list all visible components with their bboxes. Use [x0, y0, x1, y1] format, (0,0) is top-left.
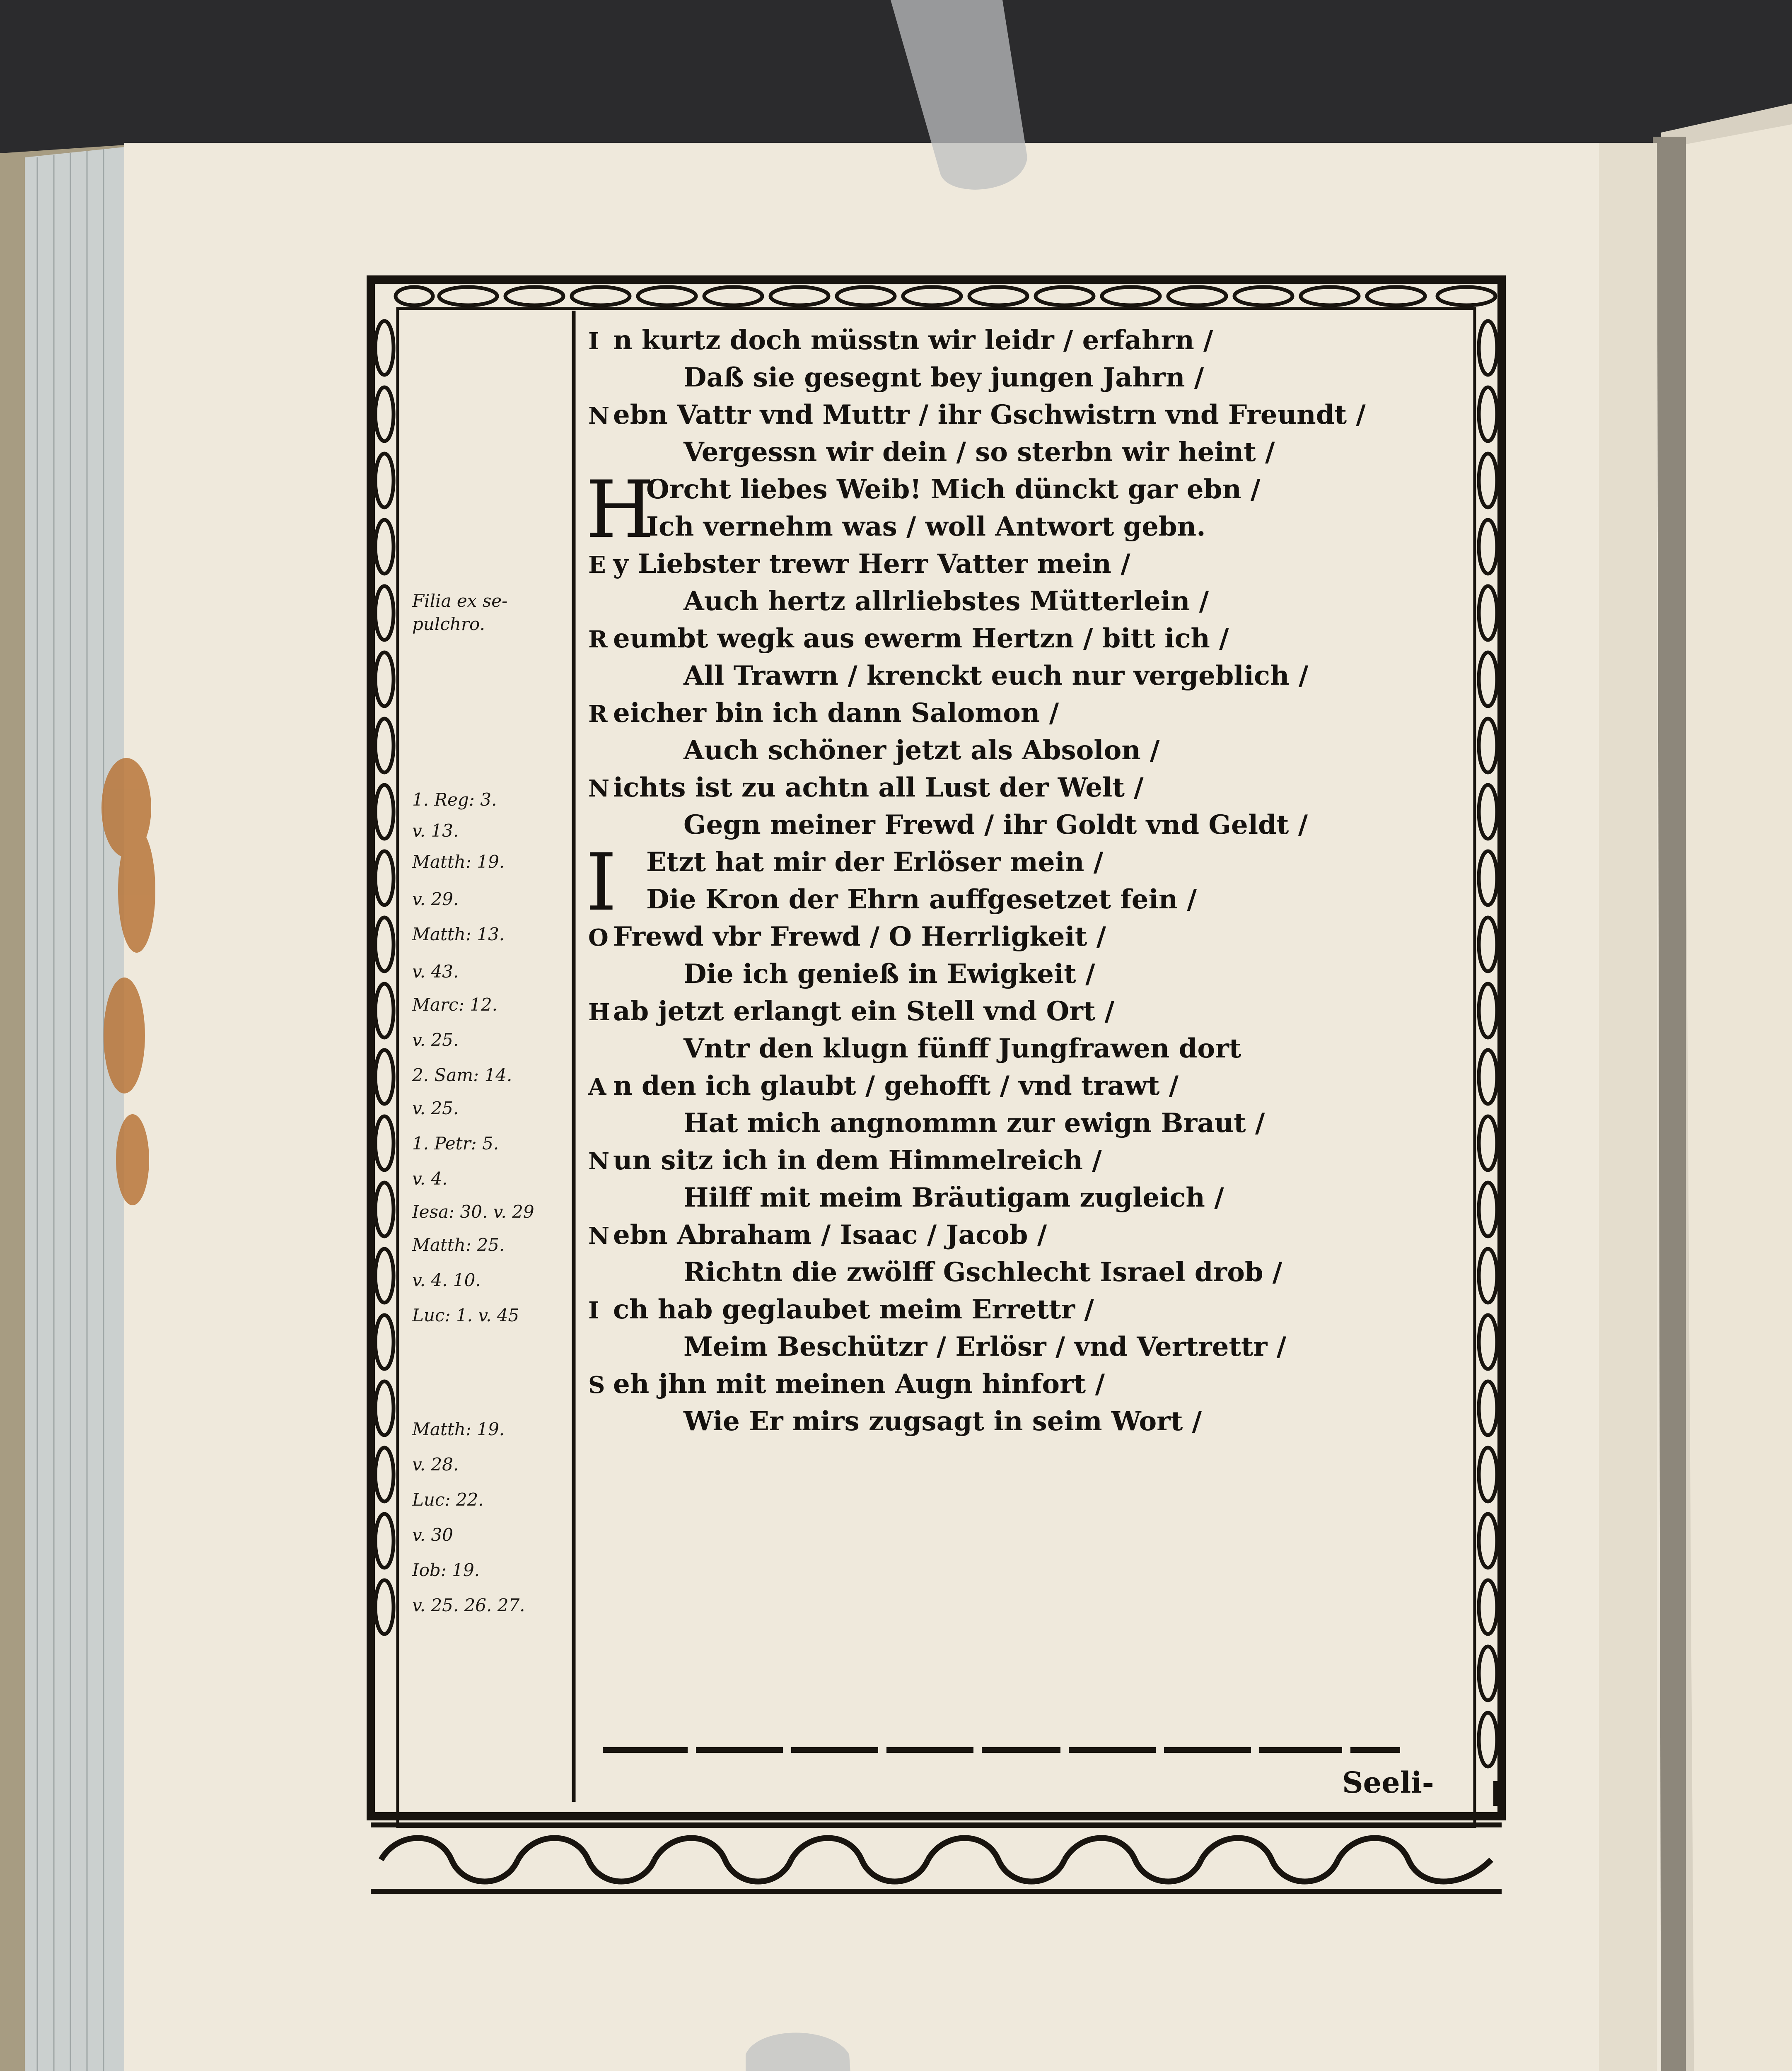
- verse-initial: H: [588, 999, 610, 1026]
- margin-note: Filia ex se-: [412, 591, 508, 611]
- margin-note: v. 29.: [412, 889, 459, 909]
- verse-line: [588, 918, 1106, 956]
- verse-line: [588, 1365, 1105, 1403]
- margin-note: v. 25.: [412, 1030, 459, 1050]
- verse-text: Wie Er mirs zugsagt in seim Wort /: [683, 1406, 1202, 1437]
- margin-note: pulchro.: [412, 614, 485, 634]
- margin-note: Luc: 1. v. 45: [412, 1305, 519, 1325]
- margin-note: Iob: 19.: [412, 1560, 480, 1580]
- verse-line: [588, 359, 1204, 397]
- verse-initial: R: [588, 700, 608, 728]
- verse-text: eumbt wegk aus ewerm Hertzn / bitt ich /: [613, 623, 1229, 654]
- verse-text: Auch schöner jetzt als Absolon /: [683, 735, 1160, 766]
- verse-text: n den ich glaubt / gehofft / vnd trawt /: [613, 1070, 1179, 1101]
- verse-initial: A: [588, 1073, 606, 1101]
- margin-note: Matth: 25.: [412, 1235, 505, 1255]
- verse-text: Frewd vbr Frewd / O Herrligkeit /: [613, 921, 1106, 952]
- verse-line: [588, 1253, 1282, 1291]
- verse-text: ebn Vattr vnd Muttr / ihr Gschwistrn vnd Freundt /: [613, 399, 1366, 430]
- verse-text: Vergessn wir dein / so sterbn wir heint /: [683, 437, 1275, 468]
- verse-line: [588, 992, 1114, 1031]
- verse-text: Hilff mit meim Bräutigam zugleich /: [683, 1182, 1224, 1213]
- verse-initial: N: [588, 775, 610, 802]
- verse-text: Meim Beschützr / Erlösr / vnd Vertrettr /: [683, 1331, 1286, 1362]
- verse-line: [588, 769, 1144, 807]
- verse-line: [588, 1291, 1094, 1329]
- verse-initial: I: [588, 1297, 599, 1324]
- verse-line: [588, 1142, 1102, 1180]
- verse-line: [588, 1179, 1224, 1217]
- margin-note: Luc: 22.: [412, 1489, 484, 1510]
- verse-text: y Liebster trewr Herr Vatter mein /: [613, 548, 1130, 579]
- margin-note: v. 25. 26. 27.: [412, 1595, 525, 1615]
- verse-initial: S: [588, 1371, 605, 1399]
- drop-initial: I: [586, 837, 617, 928]
- verse-initial: O: [588, 924, 609, 951]
- verse-line: [588, 1030, 1241, 1068]
- verse-line: [588, 1104, 1265, 1142]
- verse-text: ebn Abraham / Isaac / Jacob /: [613, 1219, 1047, 1250]
- verse-text: eh jhn mit meinen Augn hinfort /: [613, 1369, 1105, 1400]
- verse-line: [588, 657, 1308, 695]
- margin-note: v. 4.: [412, 1168, 448, 1189]
- verse-text: ch hab geglaubet meim Errettr /: [613, 1294, 1094, 1325]
- verse-text: eicher bin ich dann Salomon /: [613, 698, 1059, 729]
- verse-text: Gegn meiner Frewd / ihr Goldt vnd Geldt /: [683, 809, 1308, 840]
- verse-initial: N: [588, 1222, 610, 1250]
- verse-line: [588, 433, 1275, 471]
- verse-text: Etzt hat mir der Erlöser mein /: [646, 847, 1104, 878]
- verse-text: Richtn die zwölff Gschlecht Israel drob /: [683, 1257, 1282, 1288]
- verse-initial: I: [588, 328, 599, 355]
- verse-text: Hat mich angnommn zur ewign Braut /: [683, 1108, 1265, 1139]
- verse-line: [588, 806, 1308, 844]
- verse-line: [588, 396, 1366, 434]
- verse-line: [588, 545, 1130, 583]
- verse-text: Auch hertz allrliebstes Mütterlein /: [683, 586, 1209, 617]
- margin-note: v. 28.: [412, 1454, 459, 1475]
- verse-text: ichts ist zu achtn all Lust der Welt /: [613, 772, 1144, 803]
- margin-note: Matth: 19.: [412, 852, 505, 872]
- verse-line: [588, 620, 1229, 658]
- verse-text: ab jetzt erlangt ein Stell vnd Ort /: [613, 996, 1115, 1027]
- verse-text: Die Kron der Ehrn auffgesetzet fein /: [646, 884, 1197, 915]
- margin-note: 2. Sam: 14.: [412, 1065, 512, 1085]
- verse-text: un sitz ich in dem Himmelreich /: [613, 1145, 1102, 1176]
- verse-text: All Trawrn / krenckt euch nur vergeblich /: [683, 660, 1309, 691]
- verse-line: [588, 508, 1205, 546]
- verse-line: [588, 955, 1095, 993]
- verse-initial: N: [588, 1148, 610, 1175]
- verse-line: [588, 321, 1213, 360]
- verse-text: Die ich genieß in Ewigkeit /: [683, 958, 1095, 990]
- verse-line: [588, 1328, 1286, 1366]
- verse-text: Orcht liebes Weib! Mich dünckt gar ebn /: [646, 474, 1261, 505]
- margin-note: Matth: 13.: [412, 924, 505, 944]
- verse-line: [588, 582, 1209, 620]
- verse-line: [588, 1216, 1047, 1254]
- verse-text: Vntr den klugn fünff Jungfrawen dort: [683, 1033, 1241, 1064]
- drop-initial: H: [586, 464, 654, 555]
- verse-line: [588, 731, 1159, 770]
- verse-line: [588, 694, 1059, 732]
- verse-initial: R: [588, 626, 608, 653]
- margin-note: 1. Reg: 3.: [412, 789, 497, 810]
- margin-note: Marc: 12.: [412, 994, 498, 1015]
- catchword: Seeli-: [1342, 1765, 1434, 1800]
- verse-text: n kurtz doch müsstn wir leidr / erfahrn /: [613, 325, 1213, 356]
- verse-line: [588, 1067, 1179, 1105]
- margin-note: v. 13.: [412, 821, 459, 841]
- margin-note: Matth: 19.: [412, 1419, 505, 1439]
- margin-note: Iesa: 30. v. 29: [412, 1202, 534, 1222]
- margin-note: v. 30: [412, 1525, 453, 1545]
- verse-line: [588, 881, 1197, 919]
- margin-note: v. 25.: [412, 1098, 459, 1118]
- margin-note: v. 4. 10.: [412, 1270, 481, 1290]
- margin-note: 1. Petr: 5.: [412, 1133, 499, 1154]
- verse-text: Ich vernehm was / woll Antwort gebn.: [646, 511, 1206, 542]
- verse-text: Daß sie gesegnt bey jungen Jahrn /: [683, 362, 1204, 393]
- verse-initial: E: [588, 551, 606, 579]
- verse-line: [588, 1402, 1202, 1441]
- margin-note: v. 43.: [412, 961, 459, 982]
- verse-initial: N: [588, 402, 610, 430]
